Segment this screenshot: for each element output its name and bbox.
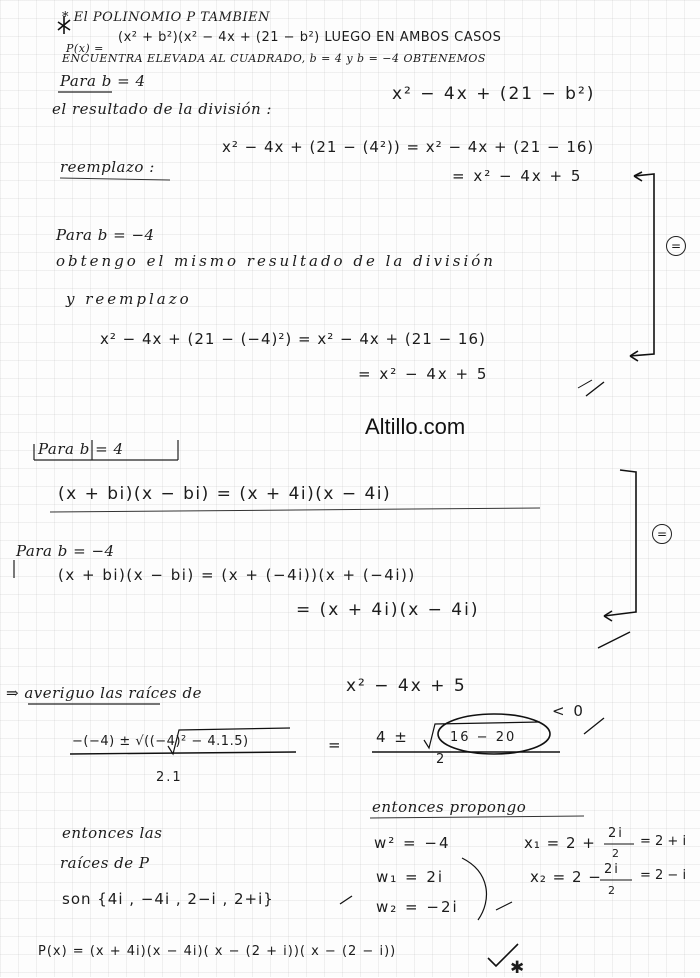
bneg-label: Para b = −4: [16, 542, 115, 560]
roots-intro-expr: x² − 4x + 5: [346, 676, 467, 696]
reemplazo-label: reemplazo :: [60, 158, 155, 176]
asterisk-mark: ✱: [510, 958, 525, 978]
header-line-2-label: P(x) =: [66, 42, 104, 55]
tick-roots: [584, 718, 604, 734]
x1-frac-den: 2: [612, 847, 621, 860]
radicand: 16 − 20: [450, 730, 517, 745]
final-expr: P(x) = (x + 4i)(x − 4i)( x − (2 + i))( x − (2 − i)): [38, 944, 397, 959]
formula-numerator: −(−4) ± √((−4)² − 4.1.5): [72, 734, 249, 749]
reemplazo-line: y reemplazo: [66, 290, 192, 308]
underline-reemplazo: [60, 178, 170, 180]
bracket-part1: [630, 172, 654, 361]
x1-frac-num: 2i: [608, 826, 624, 841]
bneg-expr: (x + bi)(x − bi) = (x + (−4i))(x + (−4i)): [58, 566, 416, 584]
entonces-las: entonces las: [62, 824, 163, 842]
formula-eq: =: [328, 736, 343, 754]
simplified-denominator: 2: [436, 752, 447, 767]
x2-frac-den: 2: [608, 884, 617, 897]
equal-mark-1: =: [666, 236, 686, 256]
w2: w₂ = −2i: [376, 898, 459, 916]
w-squared: w² = −4: [374, 834, 451, 852]
x1-tail: = 2 + i: [640, 834, 687, 849]
tick-part2: [598, 632, 630, 648]
watermark: Altillo.com: [365, 414, 466, 439]
entonces-propongo: entonces propongo: [372, 798, 527, 816]
reemplazo-expr: x² − 4x + (21 − (4²)) = x² − 4x + (21 − 16): [222, 138, 595, 156]
formula-denominator: 2.1: [156, 770, 183, 785]
equal-mark-2: =: [652, 524, 672, 544]
less-than-zero: < 0: [552, 702, 585, 720]
tick-part1: [586, 382, 604, 396]
w1: w₁ = 2i: [376, 868, 445, 886]
roots-intro-label: ⇒ averiguo las raíces de: [6, 684, 202, 702]
obtengo-line: obtengo el mismo resultado de la división: [56, 252, 496, 270]
fraction-bar-formula: [70, 752, 296, 754]
bracket-part2: [604, 470, 636, 621]
neg-result: = x² − 4x + 5: [358, 365, 489, 383]
b-neg-label: Para b = −4: [56, 226, 155, 244]
roots-set: son {4i , −4i , 2−i , 2+i}: [62, 890, 274, 908]
underline-propongo: [370, 816, 584, 818]
x2-start: x₂ = 2 −: [530, 868, 602, 886]
header-line-3: ENCUENTRA ELEVADA AL CUADRADO, b = 4 y b = −4 OBTENEMOS: [62, 52, 486, 65]
resto-expr: x² − 4x + (21 − b²): [392, 84, 596, 104]
tick-w: [496, 902, 512, 910]
neg-expr: x² − 4x + (21 − (−4)²) = x² − 4x + (21 − 16): [100, 330, 486, 348]
underline-b4-expr: [50, 508, 540, 512]
b4-label: Para b = 4: [38, 440, 124, 458]
tick-part1b: [578, 380, 592, 388]
b4-expr: (x + bi)(x − bi) = (x + 4i)(x − 4i): [58, 484, 392, 504]
bneg-result: = (x + 4i)(x − 4i): [296, 600, 480, 620]
resto-label: el resultado de la división :: [52, 100, 272, 118]
tick-roots-set: [340, 896, 352, 904]
reemplazo-result: = x² − 4x + 5: [452, 167, 583, 185]
brace-w: [462, 858, 486, 920]
header-line-2: (x² + b²)(x² − 4x + (21 − b²) LUEGO EN AMBOS CASOS: [118, 30, 502, 45]
header-line-4: Para b = 4: [60, 72, 146, 90]
raices-de-p: raíces de P: [60, 854, 150, 872]
x2-tail: = 2 − i: [640, 868, 687, 883]
x2-frac-num: 2i: [604, 862, 620, 877]
header-line-1: * El POLINOMIO P TAMBIEN: [62, 10, 270, 25]
simplified-numerator: 4 ±: [376, 728, 409, 746]
x1-start: x₁ = 2 +: [524, 834, 596, 852]
